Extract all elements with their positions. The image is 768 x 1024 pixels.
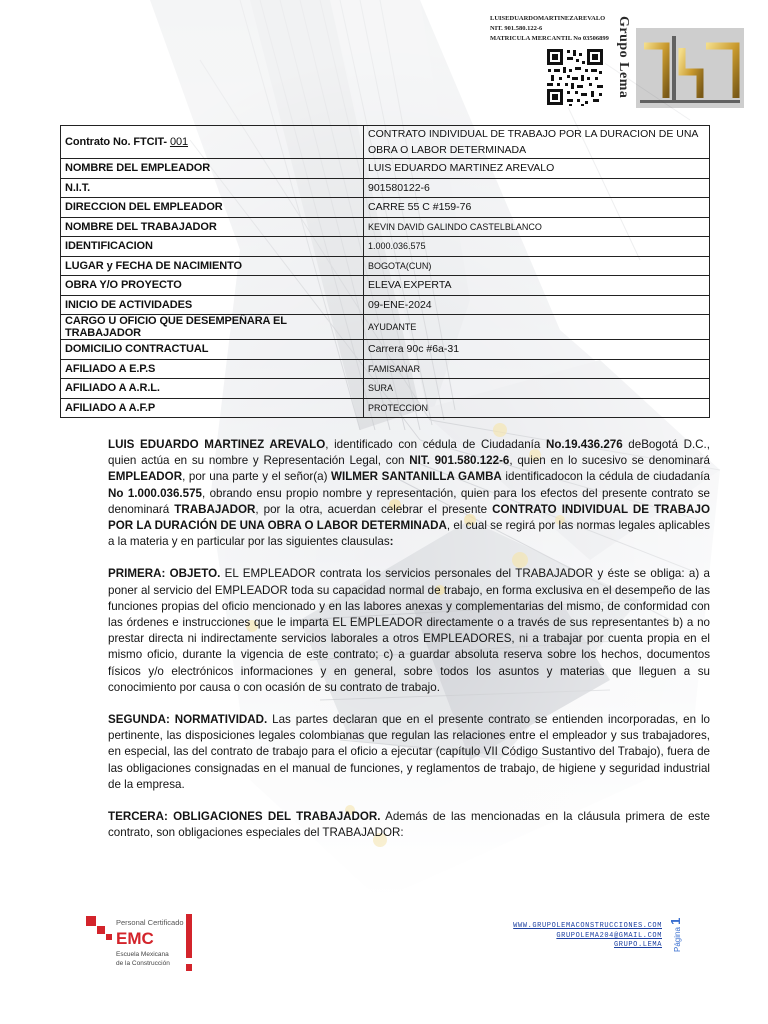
clause-text: Además de las mencionadas en la cláusula primera de este contrato, son obligaciones especiales del TRABAJADOR: (108, 810, 710, 840)
field-label: IDENTIFICACION (61, 237, 364, 257)
contract-name: CONTRATO INDIVIDUAL DE TRABAJO POR LA DURACIÓN DE UNA OBRA O LABOR DETERMINADA (108, 502, 711, 533)
table-row (61, 237, 710, 257)
table-row (61, 178, 710, 198)
field-label: DIRECCION DEL EMPLEADOR (61, 198, 364, 218)
table-row (61, 198, 710, 218)
contract-number-cell (61, 126, 364, 159)
contract-label: Contrato No. FTCIT- (65, 136, 167, 148)
intro-paragraph (108, 437, 710, 550)
table-row (61, 126, 710, 159)
table-row (61, 256, 710, 276)
field-value: LUIS EDUARDO MARTINEZ AREVALO (364, 159, 710, 179)
field-label: NOMBRE DEL EMPLEADOR (61, 159, 364, 179)
field-label: CARGO U OFICIO QUE DESEMPEÑARA EL TRABAJADOR (61, 315, 364, 340)
brand-vertical-label (612, 16, 632, 108)
field-value: KEVIN DAVID GALINDO CASTELBLANCO (364, 217, 710, 237)
clause-tercera (108, 809, 710, 841)
emc-school-line2: de la Construcción (116, 960, 170, 967)
contract-info-table (60, 125, 710, 418)
intro-text-4: , por una parte y el señor(a) (182, 470, 332, 484)
table-row (61, 295, 710, 315)
contract-type-cell: CONTRATO INDIVIDUAL DE TRABAJO POR LA DURACION DE UNA OBRA O LABOR DETERMINADA (364, 126, 710, 159)
field-value: 901580122-6 (364, 178, 710, 198)
trabajador-term: TRABAJADOR (174, 502, 256, 516)
table-row (61, 315, 710, 340)
intro-text-6: , obrando ensu propio nombre y representación, quien para los efectos del presente contrato se denominará (108, 486, 710, 516)
social-link[interactable]: GRUPO.LEMA (613, 941, 662, 949)
page-label: Página (673, 927, 682, 952)
table-row (61, 340, 710, 360)
emc-brand-text: EMC (116, 929, 154, 948)
field-value: SURA (364, 379, 710, 399)
intro-text-5: identificadocon la cédula de ciudadanía (501, 470, 710, 484)
contract-body (108, 437, 710, 857)
table-row (61, 276, 710, 296)
employer-cc: No.19.436.276 (545, 438, 623, 451)
field-label: AFILIADO A E.P.S (61, 359, 364, 379)
intro-text-2: deBogotá D.C., quien actúa en su nombre y Representación Legal, con (108, 438, 710, 468)
table-row (61, 217, 710, 237)
clause-heading: SEGUNDA: NORMATIVIDAD. (108, 713, 268, 727)
field-label: AFILIADO A A.R.L. (61, 379, 364, 399)
table-row (61, 359, 710, 379)
field-label: OBRA Y/O PROYECTO (61, 276, 364, 296)
intro-text-7: , por la otra, acuerdan celebrar el presente (255, 502, 493, 516)
matricula-line: MATRICULA MERCANTIL No 03506899 (490, 35, 609, 42)
field-value: PROTECCION (364, 398, 710, 418)
field-value: ELEVA EXPERTA (364, 276, 710, 296)
worker-id: No 1.000.036.575 (108, 486, 202, 500)
field-label: AFILIADO A A.F.P (61, 398, 364, 418)
owner-line: LUISEDUARDOMARTINEZAREVALO (490, 15, 606, 22)
employer-nit: NIT. 901.580.122-6 (409, 454, 510, 468)
field-value: BOGOTA(CUN) (364, 256, 710, 276)
intro-text-8: , el cual se regirá por las normas legales aplicables a la materia y en particular por las siguientes clausulas (108, 519, 710, 549)
clause-heading: PRIMERA: OBJETO. (108, 567, 221, 581)
table-row (61, 379, 710, 399)
page-label-group (668, 918, 683, 952)
field-value: AYUDANTE (364, 315, 710, 340)
field-label: NOMBRE DEL TRABAJADOR (61, 217, 364, 237)
intro-colon: : (389, 535, 394, 549)
company-registration-block (490, 14, 609, 44)
clause-text: EL EMPLEADOR contrata los servicios personales del TRABAJADOR y éste se obliga: a) a poner al servicio del EMPLEADOR toda su capacidad normal de trabajo, en forma exclusiva en el desempeño de las funciones propias del oficio mencionado y en las labores anexas y complementarias del mismo, de conformidad con las órdenes e instrucciones que le imparta EL EMPLEADOR directamente o a través de sus representantes b) a no prestar directa ni indirectamente servicios laborales a otros EMPLEADORES, ni a trabajar por cuenta propia en el mismo oficio, durante la vigencia de este contrato; c) a guardar absoluta reserva sobre los hechos, documentos físicos y/o electrónicos informaciones y en general, sobre todos los asuntos y materias que lleguen a su conocimiento por causa o con ocasión de su contrato de trabajo. (108, 567, 710, 694)
field-label: N.I.T. (61, 178, 364, 198)
emc-certified-text: Personal Certificado (116, 918, 184, 927)
field-value: FAMISANAR (364, 359, 710, 379)
clause-text: Las partes declaran que en el presente contrato se entienden incorporadas, en lo pertinente, las disposiciones legales colombianas que regulan las relaciones entre el empleador y sus trabajadores, en especial, las del contrato de trabajo para el oficio a ejecutar (capítulo VII Código Sustantivo del Trabajo), fuera de las obligaciones consignadas en el manual de funciones, y reglamentos de trabajo, de higiene y seguridad industrial de la empresa. (108, 713, 710, 791)
table-row (61, 159, 710, 179)
employer-name: LUIS EDUARDO MARTINEZ AREVALO (108, 438, 326, 451)
table-row (61, 398, 710, 418)
email-link[interactable]: GRUPOLEMA204@GMAIL.COM (556, 931, 662, 940)
grupo-lema-logo-icon (636, 28, 744, 108)
worker-name: WILMER SANTANILLA GAMBA (331, 470, 502, 484)
field-value: Carrera 90c #6a-31 (364, 340, 710, 360)
clause-segunda (108, 712, 710, 793)
intro-text-3: , quien en lo sucesivo se denominará (509, 454, 710, 468)
field-value: 1.000.036.575 (364, 237, 710, 257)
nit-line: NIT. 901.580.122-6 (490, 25, 543, 32)
emc-school-line1: Escuela Mexicana (116, 951, 169, 958)
field-label: DOMICILIO CONTRACTUAL (61, 340, 364, 360)
emc-certified-logo (86, 914, 196, 976)
field-label: INICIO DE ACTIVIDADES (61, 295, 364, 315)
field-label: LUGAR y FECHA DE NACIMIENTO (61, 256, 364, 276)
brand-name: Grupo Lema (616, 16, 631, 99)
clause-primera (108, 566, 710, 696)
page-number-value: 1 (668, 917, 683, 925)
qr-code-icon (545, 47, 605, 107)
intro-text-1: , identificado con cédula de Ciudadanía (325, 438, 546, 451)
contract-number: 001 (169, 136, 189, 148)
website-link[interactable]: WWW.GRUPOLEMACONSTRUCCIONES.COM (513, 922, 662, 930)
page-number (668, 914, 686, 954)
clause-heading: TERCERA: OBLIGACIONES DEL TRABAJADOR. (108, 810, 381, 824)
footer-links (470, 922, 662, 951)
field-value: CARRE 55 C #159-76 (364, 198, 710, 218)
empleador-term: EMPLEADOR (108, 470, 183, 484)
field-value: 09-ENE-2024 (364, 295, 710, 315)
